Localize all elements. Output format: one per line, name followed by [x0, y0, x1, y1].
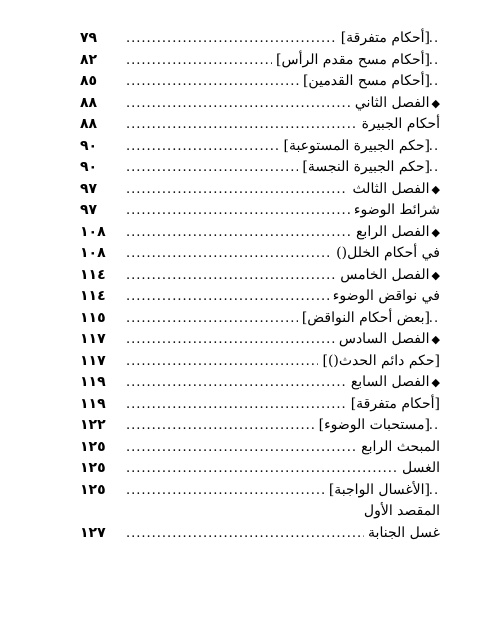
toc-entry-title [272, 50, 430, 72]
toc-entry-text: [أحكام متفرقة] [350, 395, 440, 412]
toc-entry-text: في أحكام الخلل() [336, 245, 440, 261]
toc-entry-text: [حكم الجبيرة المستوعبة] [283, 137, 430, 154]
toc-entry-text: شرائط الوضوء [353, 202, 440, 218]
toc-entry [80, 28, 440, 50]
toc-entry [80, 523, 440, 545]
diamond-bullet-icon: ◆ [431, 376, 440, 389]
toc-page-number: ١٢٧ [80, 524, 106, 541]
toc-entry-text: [الأغسال الواجبة] [328, 481, 430, 498]
toc-entry-text: [أحكام مسح القدمين] [302, 73, 430, 89]
toc-entry-title [337, 28, 430, 50]
toc-entry-text: المقصد الأول [363, 503, 440, 519]
toc-entry [80, 136, 440, 158]
toc-entry-title [332, 243, 440, 265]
toc-entry [80, 93, 440, 115]
toc-entry-title [364, 523, 440, 545]
toc-entry-title [335, 329, 440, 351]
toc-entry [80, 415, 440, 437]
toc-entry-text: الفصل السابع [350, 374, 430, 390]
diamond-bullet-icon: ◆ [431, 96, 440, 110]
toc-entry-title [325, 480, 430, 502]
toc-entry [80, 179, 440, 201]
toc-page-number: ١١٩ [80, 374, 106, 390]
toc-entry-text: [بعض أحكام النواقض] [301, 309, 430, 326]
toc-entry-text: [مستحبات الوضوء] [318, 417, 430, 433]
toc-page-number: ٩٧ [80, 202, 98, 218]
toc-page-number: ١١٤ [80, 266, 106, 283]
toc-entry-text: في نواقض الوضوء [332, 288, 440, 304]
toc-page-number: ١١٧ [80, 331, 106, 347]
toc-entry-title [329, 286, 440, 308]
toc-page-number: ٩٠ [80, 137, 98, 154]
diamond-bullet-icon: ◆ [431, 182, 440, 196]
toc-entry-text: الفصل الثالث [352, 180, 430, 197]
toc-entry [80, 501, 440, 523]
table-of-contents [80, 28, 440, 544]
toc-entry-text: [حكم الجبيرة النجسة] [302, 159, 430, 175]
toc-entry-title [298, 157, 430, 179]
toc-entry-title [336, 265, 440, 287]
toc-page-number: ١١٧ [80, 352, 106, 369]
toc-entry-title [299, 71, 430, 93]
toc-entry-text: غسل الجنابة [368, 524, 440, 541]
toc-entry [80, 286, 440, 308]
toc-entry-text: الفصل السادس [338, 331, 430, 347]
toc-entry [80, 372, 440, 394]
toc-entry-title [360, 501, 440, 523]
toc-page-number: ١٠٨ [80, 223, 106, 240]
toc-entry-title [351, 93, 440, 115]
toc-page-number: ١١٤ [80, 288, 106, 304]
toc-entry [80, 308, 440, 330]
diamond-bullet-icon: ◆ [431, 225, 440, 239]
toc-entry [80, 71, 440, 93]
toc-page-number: ٨٢ [80, 51, 98, 68]
toc-page-number: ٩٧ [80, 180, 98, 197]
toc-entry [80, 222, 440, 244]
toc-entry-title [358, 114, 440, 136]
toc-page-number: ١٢٥ [80, 460, 106, 476]
toc-entry [80, 480, 440, 502]
toc-entry [80, 394, 440, 416]
toc-entry [80, 265, 440, 287]
toc-entry [80, 157, 440, 179]
toc-entry-text: الفصل الرابع [355, 223, 430, 240]
toc-entry-text: الفصل الخامس [340, 266, 430, 283]
toc-page-number: ١٠٨ [80, 245, 106, 261]
toc-entry [80, 351, 440, 373]
toc-entry-text: [أحكام مسح مقدم الرأس] [276, 51, 430, 68]
diamond-bullet-icon: ◆ [431, 333, 440, 346]
toc-entry-title [398, 458, 440, 480]
toc-entry [80, 50, 440, 72]
toc-entry [80, 329, 440, 351]
toc-page-number: ٧٩ [80, 30, 98, 46]
toc-entry-title [279, 136, 430, 158]
toc-page-number: ١٢٥ [80, 481, 106, 498]
diamond-bullet-icon: ◆ [431, 268, 440, 282]
toc-page-number: ٨٨ [80, 116, 98, 132]
toc-entry-title [357, 437, 440, 459]
toc-entry [80, 114, 440, 136]
toc-entry-text: الفصل الثاني [354, 94, 430, 111]
toc-entry-title [298, 308, 430, 330]
toc-entry-text: الغسل [401, 460, 440, 476]
toc-entry-text: أحكام الجبيرة [361, 116, 440, 132]
toc-entry-text: [حكم دائم الحدث()] [322, 352, 440, 369]
toc-page-number: ٩٠ [80, 159, 98, 175]
toc-entry [80, 243, 440, 265]
toc-entry-title [350, 200, 440, 222]
toc-entry-title [347, 372, 440, 394]
toc-entry-title [315, 415, 430, 437]
toc-entry [80, 200, 440, 222]
toc-page-number: ٨٨ [80, 94, 98, 111]
toc-entry-title [347, 394, 440, 416]
toc-page-number: ١٢٥ [80, 438, 106, 455]
dot-leader [126, 458, 440, 480]
toc-entry-title [348, 179, 440, 201]
toc-entry-text: المبحث الرابع [361, 438, 440, 455]
toc-entry-title [318, 351, 440, 373]
toc-entry [80, 437, 440, 459]
toc-page-number: ١٢٢ [80, 417, 106, 433]
toc-entry [80, 458, 440, 480]
toc-page-number: ٨٥ [80, 73, 98, 89]
toc-entry-text: [أحكام متفرقة] [340, 30, 430, 46]
toc-page-number: ١١٥ [80, 309, 106, 326]
toc-entry-title [352, 222, 440, 244]
toc-page-number: ١١٩ [80, 395, 106, 412]
